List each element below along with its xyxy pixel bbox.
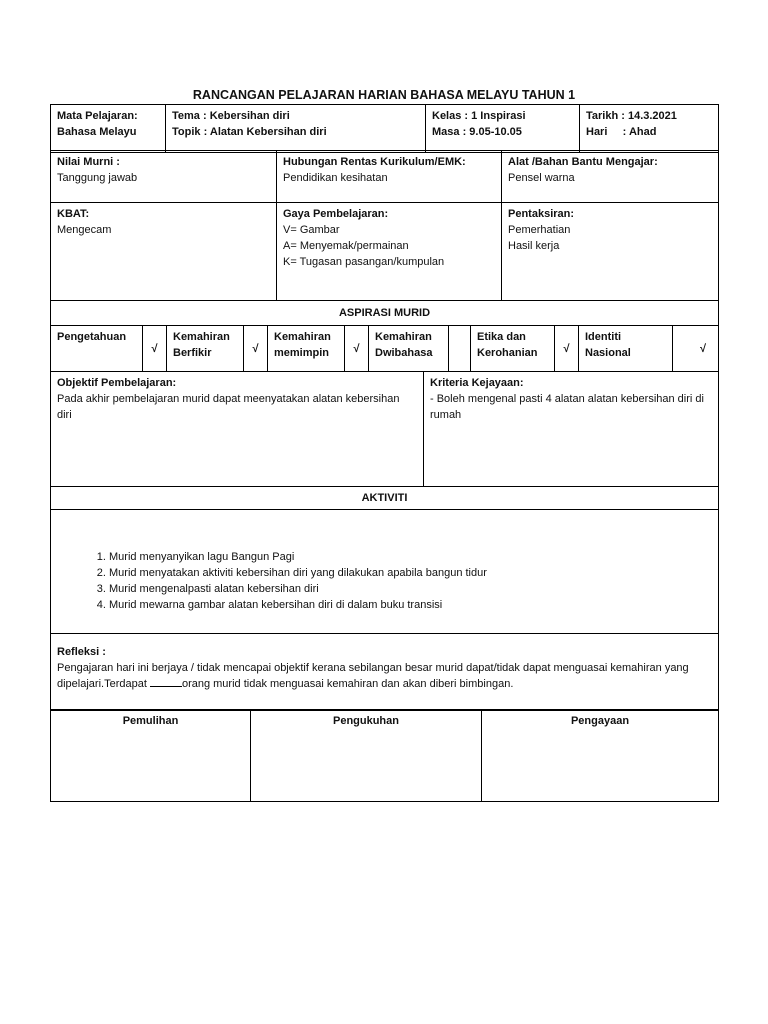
footer-table — [50, 709, 719, 802]
alat-cell — [502, 151, 719, 203]
tarikh-text: Tarikh : 14.3.2021 — [586, 110, 677, 122]
objektif-label: Objektif Pembelajaran: — [57, 377, 177, 389]
refleksi-text-part1: Pengajaran hari ini berjaya / tidak mencapai objektif kerana sebilangan besar murid dapat/tidak dapat menguasai kemahiran yang dipelajari.Terdapat — [57, 662, 689, 690]
kbat-label: KBAT: — [57, 208, 90, 220]
tick-mark: √ — [673, 326, 719, 372]
hubungan-cell — [277, 151, 502, 203]
alat-value: Pensel warna — [508, 172, 575, 184]
mata-pelajaran-cell — [51, 105, 166, 153]
tick-mark: √ — [143, 326, 167, 372]
aktiviti-item: 4. Murid mewarna gambar alatan kebersihan diri di dalam buku transisi — [109, 597, 712, 613]
aspirasi-label: Dwibahasa — [375, 347, 433, 359]
objektif-cell — [51, 372, 424, 487]
refleksi-blank — [150, 676, 182, 687]
info-table — [50, 150, 719, 301]
pentaksiran-item: Hasil kerja — [508, 240, 560, 252]
gaya-item: A= Menyemak/permainan — [283, 240, 409, 252]
aspirasi-label: Kemahiran — [274, 331, 331, 343]
aspirasi-item — [51, 326, 143, 372]
nilai-murni-label: Nilai Murni : — [57, 156, 120, 168]
tick-mark: √ — [555, 326, 579, 372]
gaya-item: V= Gambar — [283, 224, 340, 236]
nilai-murni-value: Tanggung jawab — [57, 172, 138, 184]
kriteria-value: - Boleh mengenal pasti 4 alatan alatan kebersihan diri di rumah — [430, 393, 704, 421]
kriteria-label: Kriteria Kejayaan: — [430, 377, 524, 389]
aspirasi-table — [50, 300, 719, 372]
gaya-item: K= Tugasan pasangan/kumpulan — [283, 256, 445, 268]
tarikh-cell — [580, 105, 719, 153]
aktiviti-heading: AKTIVITI — [51, 487, 719, 510]
aktiviti-item: 3. Murid mengenalpasti alatan kebersihan diri — [109, 581, 712, 597]
hubungan-label: Hubungan Rentas Kurikulum/EMK: — [283, 156, 466, 168]
tema-cell — [166, 105, 426, 153]
mata-pelajaran-value: Bahasa Melayu — [57, 126, 137, 138]
aktiviti-table — [50, 486, 719, 711]
kelas-text: Kelas : 1 Inspirasi — [432, 110, 526, 122]
aktiviti-cell — [51, 510, 719, 634]
objektif-value: Pada akhir pembelajaran murid dapat meenyatakan alatan kebersihan diri — [57, 393, 400, 421]
objektif-table — [50, 371, 719, 487]
aktiviti-item: 2. Murid menyatakan aktiviti kebersihan diri yang dilakukan apabila bangun tidur — [109, 565, 712, 581]
aspirasi-label: Kerohanian — [477, 347, 538, 359]
aspirasi-label: Identiti — [585, 331, 622, 343]
aspirasi-item — [167, 326, 244, 372]
aspirasi-label: memimpin — [274, 347, 330, 359]
refleksi-text — [57, 660, 712, 692]
kelas-cell — [426, 105, 580, 153]
kbat-value: Mengecam — [57, 224, 112, 236]
aspirasi-label: Pengetahuan — [57, 331, 127, 343]
aspirasi-heading: ASPIRASI MURID — [51, 301, 719, 326]
aktiviti-list — [57, 549, 712, 613]
kbat-cell — [51, 203, 277, 301]
gaya-label: Gaya Pembelajaran: — [283, 208, 389, 220]
hari-text: Hari : Ahad — [586, 126, 657, 138]
tick-mark: √ — [244, 326, 268, 372]
aktiviti-item: 1. Murid menyanyikan lagu Bangun Pagi — [109, 549, 712, 565]
refleksi-label: Refleksi : — [57, 646, 106, 658]
gaya-cell — [277, 203, 502, 301]
aspirasi-label: Kemahiran — [173, 331, 230, 343]
masa-text: Masa : 9.05-10.05 — [432, 126, 522, 138]
mata-pelajaran-label: Mata Pelajaran: — [57, 110, 138, 122]
aspirasi-item — [471, 326, 555, 372]
nilai-murni-cell — [51, 151, 277, 203]
alat-label: Alat /Bahan Bantu Mengajar: — [508, 156, 658, 168]
pentaksiran-item: Pemerhatian — [508, 224, 571, 236]
pengukuhan-cell: Pengukuhan — [251, 710, 482, 802]
tick-mark — [449, 326, 471, 372]
topik-text: Topik : Alatan Kebersihan diri — [172, 126, 327, 138]
aspirasi-label: Berfikir — [173, 347, 212, 359]
pentaksiran-cell — [502, 203, 719, 301]
header-table — [50, 104, 719, 153]
aspirasi-item — [579, 326, 673, 372]
aspirasi-label: Nasional — [585, 347, 631, 359]
pemulihan-cell: Pemulihan — [51, 710, 251, 802]
pengayaan-cell: Pengayaan — [482, 710, 719, 802]
aspirasi-label: Etika dan — [477, 331, 526, 343]
aspirasi-label: Kemahiran — [375, 331, 432, 343]
hubungan-value: Pendidikan kesihatan — [283, 172, 388, 184]
refleksi-text-part2: orang murid tidak menguasai kemahiran dan akan diberi bimbingan. — [181, 678, 514, 690]
tick-mark: √ — [345, 326, 369, 372]
document-title: RANCANGAN PELAJARAN HARIAN BAHASA MELAYU TAHUN 1 — [192, 88, 576, 102]
pentaksiran-label: Pentaksiran: — [508, 208, 575, 220]
kriteria-cell — [424, 372, 719, 487]
refleksi-cell — [51, 634, 719, 711]
aspirasi-item — [369, 326, 449, 372]
tema-text: Tema : Kebersihan diri — [172, 110, 290, 122]
aspirasi-item — [268, 326, 345, 372]
